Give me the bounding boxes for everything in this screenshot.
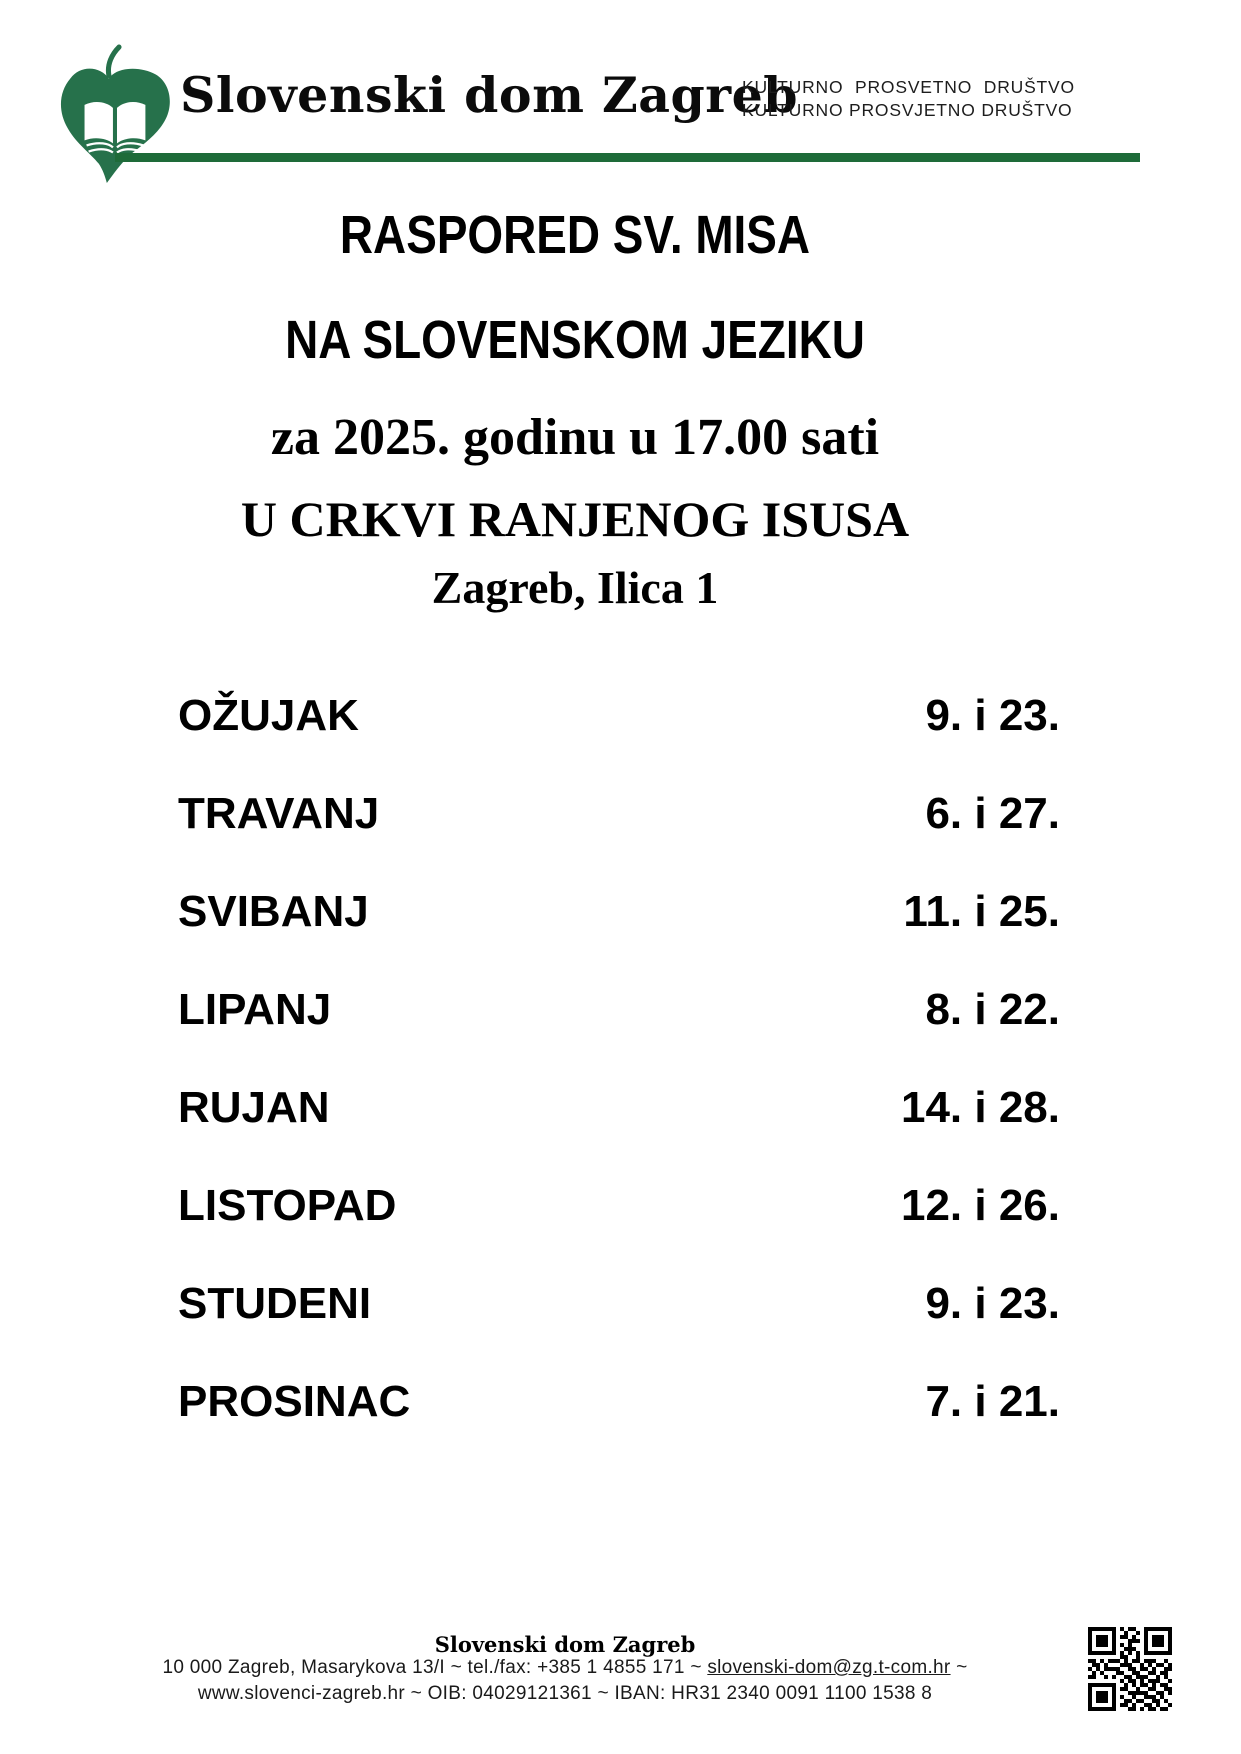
schedule-row — [178, 1255, 1060, 1353]
green-divider — [115, 153, 1140, 162]
schedule-row — [178, 863, 1060, 961]
footer-address-line — [0, 1657, 1130, 1679]
dates-value: 8. i 22. — [925, 985, 1060, 1034]
month-label: SVIBANJ — [178, 887, 369, 936]
title-line-4: U CRKVI RANJENOG ISUSA — [240, 491, 910, 547]
society-line-2: KULTURNO PROSVJETNO DRUŠTVO — [742, 100, 1073, 120]
schedule-row — [178, 1059, 1060, 1157]
society-lines — [742, 76, 1075, 122]
dates-value: 6. i 27. — [925, 789, 1060, 838]
month-label: STUDENI — [178, 1279, 372, 1328]
mass-schedule — [178, 667, 1060, 1451]
linden-leaf-book-icon — [56, 44, 178, 186]
footer-info-line: www.slovenci-zagreb.hr ~ OIB: 04029121361 ~ IBAN: HR31 2340 0091 1100 1538 8 — [197, 1683, 933, 1704]
dates-value: 9. i 23. — [925, 691, 1060, 740]
footer-address-suffix: ~ — [950, 1657, 968, 1678]
org-name-footer: Slovenski dom Zagreb — [434, 1632, 696, 1657]
dates-value: 14. i 28. — [900, 1083, 1060, 1132]
title-line-3: za 2025. godinu u 17.00 sati — [270, 409, 880, 466]
org-name-header: Slovenski dom Zagreb — [180, 66, 799, 124]
month-label: OŽUJAK — [178, 691, 359, 740]
title-line-5: Zagreb, Ilica 1 — [431, 562, 719, 613]
month-label: TRAVANJ — [178, 789, 380, 838]
month-label: RUJAN — [178, 1083, 330, 1132]
dates-value: 12. i 26. — [900, 1181, 1060, 1230]
month-label: LIPANJ — [178, 985, 332, 1034]
schedule-row — [178, 667, 1060, 765]
schedule-row — [178, 765, 1060, 863]
schedule-row — [178, 1353, 1060, 1451]
dates-value: 9. i 23. — [925, 1279, 1060, 1328]
footer-address-prefix: 10 000 Zagreb, Masarykova 13/I ~ tel./fax: +385 1 4855 171 ~ — [162, 1657, 708, 1678]
org-logo — [56, 44, 178, 186]
email-link[interactable]: slovenski-dom@zg.t-com.hr — [707, 1657, 951, 1678]
dates-value: 7. i 21. — [925, 1377, 1060, 1426]
title-line-1: RASPORED SV. MISA — [339, 205, 811, 265]
title-line-2: NA SLOVENSKOM JEZIKU — [285, 310, 865, 370]
schedule-row — [178, 961, 1060, 1059]
qr-code — [1088, 1627, 1172, 1711]
schedule-row — [178, 1157, 1060, 1255]
month-label: PROSINAC — [178, 1377, 411, 1426]
dates-value: 11. i 25. — [903, 887, 1060, 936]
society-line-1: KULTURNO PROSVETNO DRUŠTVO — [742, 77, 1075, 97]
month-label: LISTOPAD — [178, 1181, 397, 1230]
